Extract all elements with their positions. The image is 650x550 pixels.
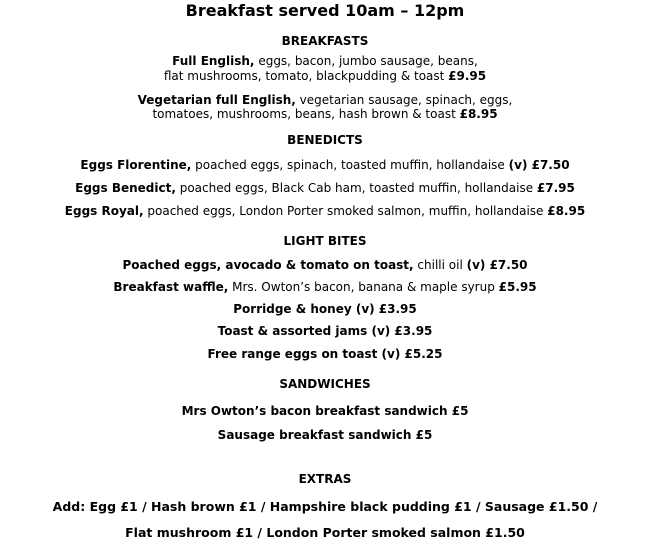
item-description: flat mushrooms, tomato, blackpudding & toast [163, 69, 449, 83]
item-price: £7.95 [536, 181, 575, 195]
item-name: Vegetarian full English, [137, 93, 296, 107]
item-description: poached eggs, spinach, toasted muffin, hollandaise [191, 158, 509, 172]
item-name: Breakfast waffle, [113, 280, 229, 294]
section-heading-extras: EXTRAS [298, 472, 352, 486]
item-description: poached eggs, Black Cab ham, toasted muffin, hollandaise [175, 181, 537, 195]
section-heading-breakfasts: BREAKFASTS [281, 34, 369, 48]
section-heading-benedicts: BENEDICTS [287, 133, 363, 147]
item-name: Eggs Florentine, [80, 158, 192, 172]
item-name: Full English, [172, 54, 255, 68]
item-description: poached eggs, London Porter smoked salmon, muffin, hollandaise [143, 204, 548, 218]
item-description: vegetarian sausage, spinach, eggs, [295, 93, 513, 107]
item-description: Mrs. Owton’s bacon, banana & maple syrup [228, 280, 499, 294]
item-price: (v) £7.50 [508, 158, 570, 172]
menu-item-eggs-florentine [0, 157, 650, 173]
section-heading-light-bites: LIGHT BITES [283, 234, 367, 248]
menu-item-full-english [0, 53, 650, 69]
section-heading-sandwiches: SANDWICHES [279, 377, 371, 391]
menu-item-poached-eggs-avocado [0, 257, 650, 273]
menu-item-porridge: Porridge & honey (v) £3.95 [233, 302, 417, 316]
item-name: Eggs Royal, [64, 204, 144, 218]
menu-item-eggs-benedict [0, 180, 650, 196]
item-description: eggs, bacon, jumbo sausage, beans, [254, 54, 478, 68]
menu-item-full-english-cont [0, 68, 650, 84]
item-price: £8.95 [459, 107, 498, 121]
extras-line-2: Flat mushroom £1 / London Porter smoked salmon £1.50 [125, 525, 525, 540]
item-description: tomatoes, mushrooms, beans, hash brown & toast [152, 107, 460, 121]
menu-item-vegetarian-english-cont [0, 106, 650, 122]
menu-title: Breakfast served 10am – 12pm [185, 1, 465, 20]
item-price: (v) £7.50 [466, 258, 528, 272]
item-description: chilli oil [413, 258, 467, 272]
extras-line-1: Add: Egg £1 / Hash brown £1 / Hampshire black pudding £1 / Sausage £1.50 / [52, 499, 598, 514]
menu-item-sausage-sandwich: Sausage breakfast sandwich £5 [217, 428, 433, 442]
menu-item-eggs-royal [0, 203, 650, 219]
menu-item-toast-jams: Toast & assorted jams (v) £3.95 [217, 324, 433, 338]
item-price: £8.95 [547, 204, 586, 218]
menu-item-bacon-sandwich: Mrs Owton’s bacon breakfast sandwich £5 [181, 404, 469, 418]
item-price: £9.95 [448, 69, 487, 83]
item-price: £5.95 [498, 280, 537, 294]
menu-item-eggs-on-toast: Free range eggs on toast (v) £5.25 [207, 347, 443, 361]
item-name: Eggs Benedict, [75, 181, 176, 195]
menu-item-breakfast-waffle [0, 279, 650, 295]
item-name: Poached eggs, avocado & tomato on toast, [122, 258, 414, 272]
